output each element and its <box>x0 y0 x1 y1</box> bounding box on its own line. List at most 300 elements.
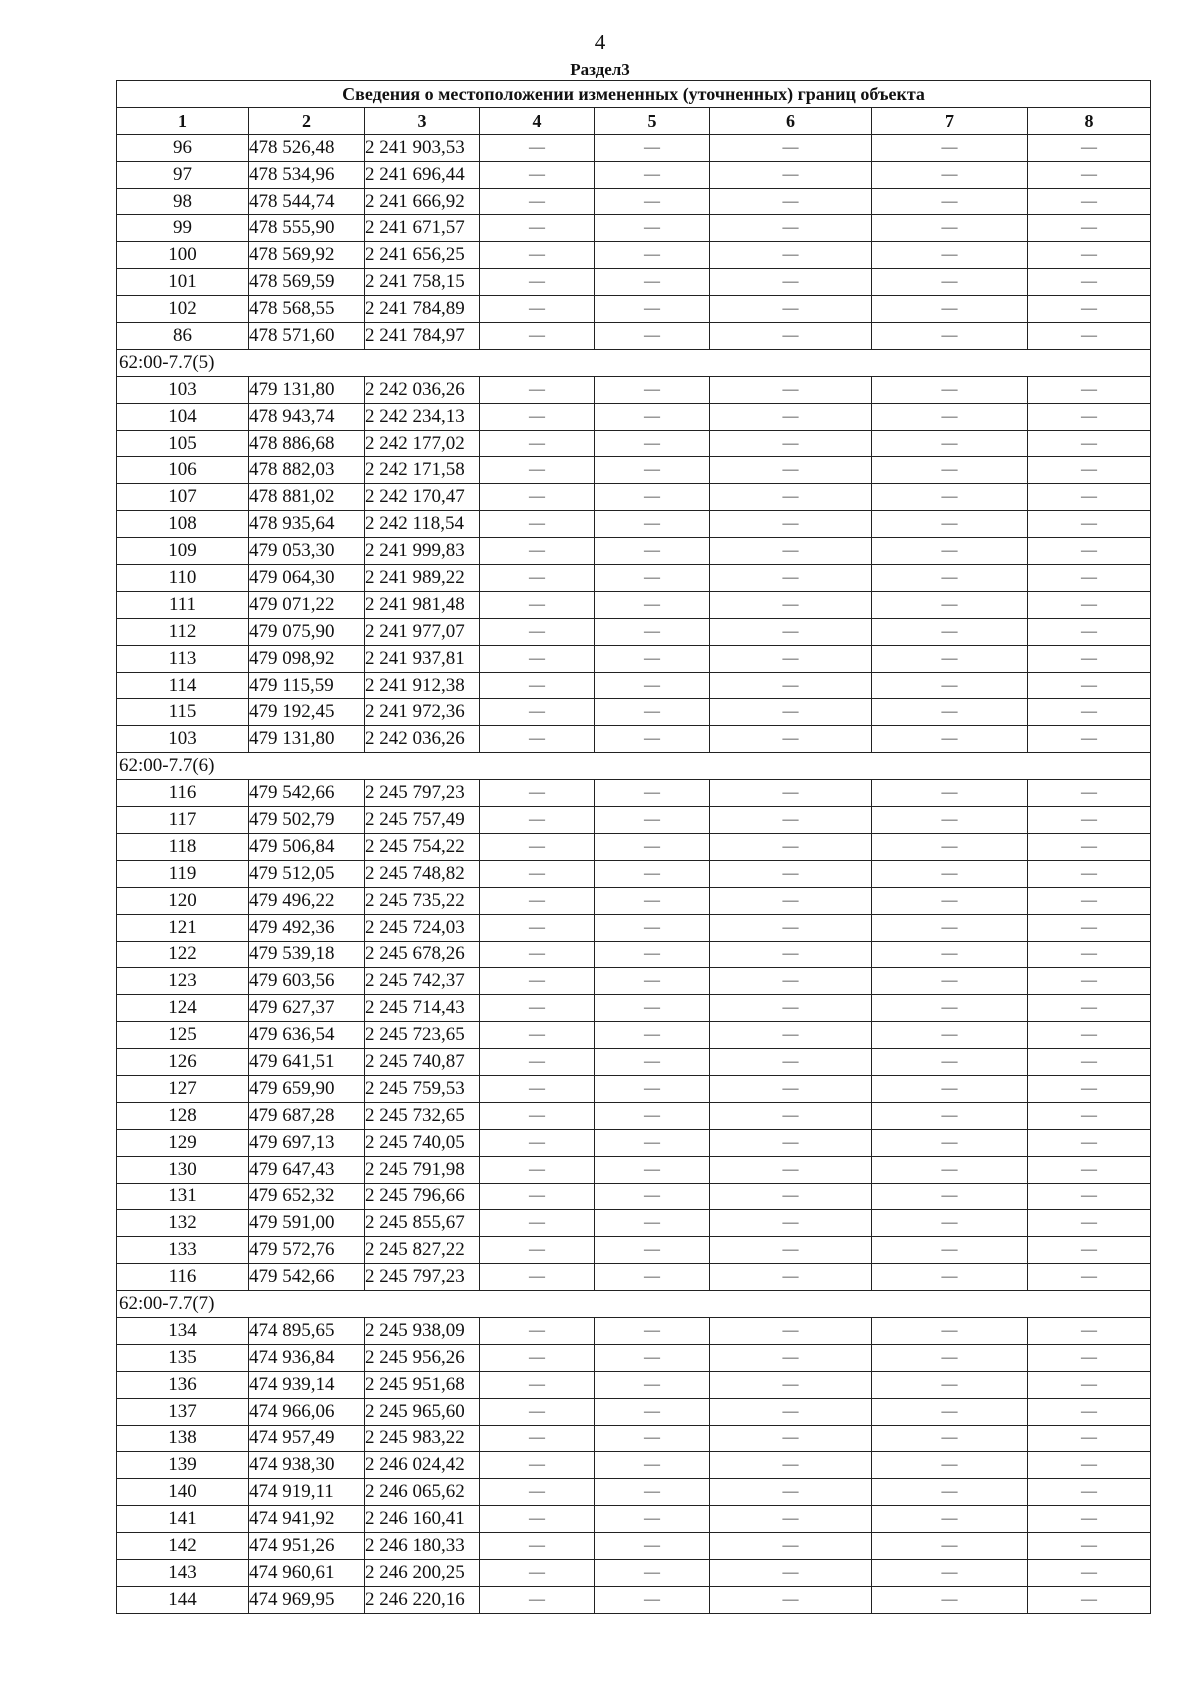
empty-value-cell: — <box>595 645 710 672</box>
empty-value-cell: — <box>1028 1425 1151 1452</box>
empty-value-cell: — <box>872 941 1028 968</box>
empty-value-cell: — <box>1028 1183 1151 1210</box>
empty-value-cell: — <box>1028 1586 1151 1613</box>
x-coordinate-cell: 479 502,79 <box>249 807 365 834</box>
empty-value-cell: — <box>595 968 710 995</box>
empty-value-cell: — <box>480 188 595 215</box>
empty-value-cell: — <box>1028 1237 1151 1264</box>
y-coordinate-cell: 2 245 791,98 <box>365 1156 480 1183</box>
empty-value-cell: — <box>595 833 710 860</box>
table-row <box>117 591 1151 618</box>
x-coordinate-cell: 479 064,30 <box>249 565 365 592</box>
empty-value-cell: — <box>1028 403 1151 430</box>
table-caption: Сведения о местоположении измененных (уточненных) границ объекта <box>117 81 1151 108</box>
table-row <box>117 215 1151 242</box>
empty-value-cell: — <box>710 269 872 296</box>
empty-value-cell: — <box>872 1533 1028 1560</box>
x-coordinate-cell: 478 935,64 <box>249 511 365 538</box>
empty-value-cell: — <box>595 538 710 565</box>
table-row <box>117 833 1151 860</box>
empty-value-cell: — <box>595 188 710 215</box>
empty-value-cell: — <box>710 1102 872 1129</box>
y-coordinate-cell: 2 241 903,53 <box>365 134 480 161</box>
group-row <box>117 753 1151 780</box>
y-coordinate-cell: 2 245 951,68 <box>365 1371 480 1398</box>
empty-value-cell: — <box>595 1237 710 1264</box>
table-row <box>117 376 1151 403</box>
y-coordinate-cell: 2 241 656,25 <box>365 242 480 269</box>
empty-value-cell: — <box>480 1317 595 1344</box>
x-coordinate-cell: 479 652,32 <box>249 1183 365 1210</box>
x-coordinate-cell: 479 539,18 <box>249 941 365 968</box>
y-coordinate-cell: 2 245 938,09 <box>365 1317 480 1344</box>
y-coordinate-cell: 2 245 796,66 <box>365 1183 480 1210</box>
x-coordinate-cell: 479 687,28 <box>249 1102 365 1129</box>
column-header: 8 <box>1028 107 1151 134</box>
x-coordinate-cell: 474 939,14 <box>249 1371 365 1398</box>
empty-value-cell: — <box>595 941 710 968</box>
empty-value-cell: — <box>480 699 595 726</box>
empty-value-cell: — <box>595 672 710 699</box>
table-row <box>117 511 1151 538</box>
point-number-cell: 97 <box>117 161 249 188</box>
x-coordinate-cell: 479 659,90 <box>249 1075 365 1102</box>
empty-value-cell: — <box>480 1264 595 1291</box>
table-row <box>117 699 1151 726</box>
empty-value-cell: — <box>480 1129 595 1156</box>
x-coordinate-cell: 474 969,95 <box>249 1586 365 1613</box>
y-coordinate-cell: 2 242 177,02 <box>365 430 480 457</box>
point-number-cell: 103 <box>117 376 249 403</box>
empty-value-cell: — <box>1028 914 1151 941</box>
x-coordinate-cell: 478 555,90 <box>249 215 365 242</box>
table-row <box>117 1559 1151 1586</box>
empty-value-cell: — <box>872 645 1028 672</box>
table-row <box>117 457 1151 484</box>
empty-value-cell: — <box>480 1371 595 1398</box>
x-coordinate-cell: 479 603,56 <box>249 968 365 995</box>
empty-value-cell: — <box>480 1075 595 1102</box>
table-row <box>117 403 1151 430</box>
point-number-cell: 114 <box>117 672 249 699</box>
empty-value-cell: — <box>710 1344 872 1371</box>
point-number-cell: 86 <box>117 323 249 350</box>
empty-value-cell: — <box>710 242 872 269</box>
empty-value-cell: — <box>1028 538 1151 565</box>
table-row <box>117 672 1151 699</box>
y-coordinate-cell: 2 245 797,23 <box>365 1264 480 1291</box>
empty-value-cell: — <box>710 618 872 645</box>
empty-value-cell: — <box>595 323 710 350</box>
point-number-cell: 101 <box>117 269 249 296</box>
empty-value-cell: — <box>872 538 1028 565</box>
x-coordinate-cell: 474 957,49 <box>249 1425 365 1452</box>
x-coordinate-cell: 479 071,22 <box>249 591 365 618</box>
empty-value-cell: — <box>480 1452 595 1479</box>
point-number-cell: 127 <box>117 1075 249 1102</box>
y-coordinate-cell: 2 246 065,62 <box>365 1479 480 1506</box>
empty-value-cell: — <box>710 565 872 592</box>
point-number-cell: 143 <box>117 1559 249 1586</box>
y-coordinate-cell: 2 245 754,22 <box>365 833 480 860</box>
empty-value-cell: — <box>595 296 710 323</box>
empty-value-cell: — <box>595 1264 710 1291</box>
empty-value-cell: — <box>480 1398 595 1425</box>
y-coordinate-cell: 2 241 784,97 <box>365 323 480 350</box>
empty-value-cell: — <box>595 1022 710 1049</box>
table-row <box>117 645 1151 672</box>
x-coordinate-cell: 474 951,26 <box>249 1533 365 1560</box>
x-coordinate-cell: 474 895,65 <box>249 1317 365 1344</box>
x-coordinate-cell: 478 881,02 <box>249 484 365 511</box>
y-coordinate-cell: 2 245 740,05 <box>365 1129 480 1156</box>
y-coordinate-cell: 2 241 981,48 <box>365 591 480 618</box>
empty-value-cell: — <box>872 672 1028 699</box>
empty-value-cell: — <box>480 457 595 484</box>
empty-value-cell: — <box>480 323 595 350</box>
empty-value-cell: — <box>595 1506 710 1533</box>
empty-value-cell: — <box>595 242 710 269</box>
table-row <box>117 1022 1151 1049</box>
empty-value-cell: — <box>480 403 595 430</box>
y-coordinate-cell: 2 245 759,53 <box>365 1075 480 1102</box>
empty-value-cell: — <box>1028 1022 1151 1049</box>
empty-value-cell: — <box>480 780 595 807</box>
empty-value-cell: — <box>595 565 710 592</box>
y-coordinate-cell: 2 245 678,26 <box>365 941 480 968</box>
table-row <box>117 1129 1151 1156</box>
x-coordinate-cell: 478 569,92 <box>249 242 365 269</box>
empty-value-cell: — <box>1028 645 1151 672</box>
empty-value-cell: — <box>872 1183 1028 1210</box>
x-coordinate-cell: 478 886,68 <box>249 430 365 457</box>
table-row <box>117 269 1151 296</box>
empty-value-cell: — <box>710 457 872 484</box>
column-header: 5 <box>595 107 710 134</box>
group-row <box>117 1291 1151 1318</box>
y-coordinate-cell: 2 242 036,26 <box>365 376 480 403</box>
y-coordinate-cell: 2 241 696,44 <box>365 161 480 188</box>
empty-value-cell: — <box>872 1506 1028 1533</box>
empty-value-cell: — <box>1028 995 1151 1022</box>
y-coordinate-cell: 2 245 724,03 <box>365 914 480 941</box>
empty-value-cell: — <box>710 1075 872 1102</box>
empty-value-cell: — <box>710 860 872 887</box>
x-coordinate-cell: 478 534,96 <box>249 161 365 188</box>
table-row <box>117 1506 1151 1533</box>
table-row <box>117 887 1151 914</box>
empty-value-cell: — <box>872 269 1028 296</box>
empty-value-cell: — <box>872 1129 1028 1156</box>
table-row <box>117 242 1151 269</box>
y-coordinate-cell: 2 241 666,92 <box>365 188 480 215</box>
x-coordinate-cell: 479 542,66 <box>249 1264 365 1291</box>
x-coordinate-cell: 479 697,13 <box>249 1129 365 1156</box>
empty-value-cell: — <box>595 860 710 887</box>
empty-value-cell: — <box>480 511 595 538</box>
y-coordinate-cell: 2 241 977,07 <box>365 618 480 645</box>
point-number-cell: 137 <box>117 1398 249 1425</box>
empty-value-cell: — <box>1028 1102 1151 1129</box>
x-coordinate-cell: 478 882,03 <box>249 457 365 484</box>
empty-value-cell: — <box>710 430 872 457</box>
empty-value-cell: — <box>710 887 872 914</box>
table-row <box>117 1425 1151 1452</box>
empty-value-cell: — <box>595 591 710 618</box>
empty-value-cell: — <box>710 161 872 188</box>
empty-value-cell: — <box>480 860 595 887</box>
table-row <box>117 726 1151 753</box>
empty-value-cell: — <box>1028 887 1151 914</box>
point-number-cell: 100 <box>117 242 249 269</box>
section-title: Раздел3 <box>570 60 630 79</box>
x-coordinate-cell: 479 131,80 <box>249 726 365 753</box>
empty-value-cell: — <box>710 1183 872 1210</box>
empty-value-cell: — <box>710 1398 872 1425</box>
empty-value-cell: — <box>710 833 872 860</box>
y-coordinate-cell: 2 241 912,38 <box>365 672 480 699</box>
point-number-cell: 133 <box>117 1237 249 1264</box>
point-number-cell: 136 <box>117 1371 249 1398</box>
empty-value-cell: — <box>1028 215 1151 242</box>
point-number-cell: 113 <box>117 645 249 672</box>
point-number-cell: 119 <box>117 860 249 887</box>
table-header-row <box>117 107 1151 134</box>
empty-value-cell: — <box>710 215 872 242</box>
empty-value-cell: — <box>872 1237 1028 1264</box>
table-row <box>117 1264 1151 1291</box>
y-coordinate-cell: 2 245 757,49 <box>365 807 480 834</box>
point-number-cell: 121 <box>117 914 249 941</box>
table-row <box>117 1398 1151 1425</box>
empty-value-cell: — <box>480 941 595 968</box>
empty-value-cell: — <box>1028 1075 1151 1102</box>
table-row <box>117 1533 1151 1560</box>
empty-value-cell: — <box>480 914 595 941</box>
point-number-cell: 108 <box>117 511 249 538</box>
empty-value-cell: — <box>710 403 872 430</box>
empty-value-cell: — <box>480 430 595 457</box>
empty-value-cell: — <box>480 161 595 188</box>
empty-value-cell: — <box>710 1425 872 1452</box>
empty-value-cell: — <box>595 376 710 403</box>
empty-value-cell: — <box>595 1371 710 1398</box>
empty-value-cell: — <box>872 1398 1028 1425</box>
table-row <box>117 1075 1151 1102</box>
y-coordinate-cell: 2 245 740,87 <box>365 1049 480 1076</box>
x-coordinate-cell: 474 966,06 <box>249 1398 365 1425</box>
empty-value-cell: — <box>480 1533 595 1560</box>
empty-value-cell: — <box>480 1479 595 1506</box>
empty-value-cell: — <box>872 1371 1028 1398</box>
empty-value-cell: — <box>872 1022 1028 1049</box>
point-number-cell: 107 <box>117 484 249 511</box>
table-body <box>117 134 1151 1613</box>
point-number-cell: 140 <box>117 1479 249 1506</box>
empty-value-cell: — <box>1028 1479 1151 1506</box>
empty-value-cell: — <box>710 1371 872 1398</box>
empty-value-cell: — <box>1028 269 1151 296</box>
x-coordinate-cell: 479 636,54 <box>249 1022 365 1049</box>
point-number-cell: 142 <box>117 1533 249 1560</box>
table-row <box>117 484 1151 511</box>
empty-value-cell: — <box>872 1156 1028 1183</box>
empty-value-cell: — <box>710 1317 872 1344</box>
empty-value-cell: — <box>872 1049 1028 1076</box>
empty-value-cell: — <box>710 1559 872 1586</box>
point-number-cell: 99 <box>117 215 249 242</box>
empty-value-cell: — <box>595 1559 710 1586</box>
y-coordinate-cell: 2 245 965,60 <box>365 1398 480 1425</box>
empty-value-cell: — <box>595 1183 710 1210</box>
table-row <box>117 134 1151 161</box>
empty-value-cell: — <box>1028 1559 1151 1586</box>
column-header: 7 <box>872 107 1028 134</box>
table-row <box>117 323 1151 350</box>
empty-value-cell: — <box>595 1344 710 1371</box>
empty-value-cell: — <box>710 699 872 726</box>
empty-value-cell: — <box>595 215 710 242</box>
column-header: 1 <box>117 107 249 134</box>
point-number-cell: 116 <box>117 780 249 807</box>
empty-value-cell: — <box>872 215 1028 242</box>
empty-value-cell: — <box>480 269 595 296</box>
empty-value-cell: — <box>872 780 1028 807</box>
table-row <box>117 565 1151 592</box>
empty-value-cell: — <box>595 1049 710 1076</box>
empty-value-cell: — <box>710 1237 872 1264</box>
point-number-cell: 134 <box>117 1317 249 1344</box>
empty-value-cell: — <box>480 1183 595 1210</box>
y-coordinate-cell: 2 242 170,47 <box>365 484 480 511</box>
x-coordinate-cell: 479 627,37 <box>249 995 365 1022</box>
empty-value-cell: — <box>595 1102 710 1129</box>
empty-value-cell: — <box>1028 376 1151 403</box>
empty-value-cell: — <box>710 914 872 941</box>
group-label: 62:00-7.7(7) <box>117 1291 1151 1318</box>
empty-value-cell: — <box>872 1452 1028 1479</box>
empty-value-cell: — <box>1028 968 1151 995</box>
empty-value-cell: — <box>1028 161 1151 188</box>
empty-value-cell: — <box>1028 1317 1151 1344</box>
empty-value-cell: — <box>1028 672 1151 699</box>
point-number-cell: 132 <box>117 1210 249 1237</box>
x-coordinate-cell: 479 506,84 <box>249 833 365 860</box>
empty-value-cell: — <box>710 1129 872 1156</box>
x-coordinate-cell: 479 591,00 <box>249 1210 365 1237</box>
empty-value-cell: — <box>595 1156 710 1183</box>
x-coordinate-cell: 479 512,05 <box>249 860 365 887</box>
point-number-cell: 118 <box>117 833 249 860</box>
empty-value-cell: — <box>710 538 872 565</box>
empty-value-cell: — <box>1028 1398 1151 1425</box>
point-number-cell: 109 <box>117 538 249 565</box>
x-coordinate-cell: 474 960,61 <box>249 1559 365 1586</box>
empty-value-cell: — <box>595 269 710 296</box>
empty-value-cell: — <box>595 726 710 753</box>
column-header: 2 <box>249 107 365 134</box>
x-coordinate-cell: 478 943,74 <box>249 403 365 430</box>
y-coordinate-cell: 2 245 742,37 <box>365 968 480 995</box>
x-coordinate-cell: 479 115,59 <box>249 672 365 699</box>
empty-value-cell: — <box>1028 780 1151 807</box>
empty-value-cell: — <box>595 161 710 188</box>
empty-value-cell: — <box>710 968 872 995</box>
empty-value-cell: — <box>1028 941 1151 968</box>
empty-value-cell: — <box>872 968 1028 995</box>
empty-value-cell: — <box>595 780 710 807</box>
empty-value-cell: — <box>1028 457 1151 484</box>
table-row <box>117 860 1151 887</box>
table-row <box>117 780 1151 807</box>
empty-value-cell: — <box>480 1586 595 1613</box>
empty-value-cell: — <box>480 645 595 672</box>
table-caption-row <box>117 81 1151 108</box>
point-number-cell: 110 <box>117 565 249 592</box>
point-number-cell: 104 <box>117 403 249 430</box>
point-number-cell: 115 <box>117 699 249 726</box>
point-number-cell: 125 <box>117 1022 249 1049</box>
table-row <box>117 1210 1151 1237</box>
empty-value-cell: — <box>595 403 710 430</box>
empty-value-cell: — <box>872 1102 1028 1129</box>
empty-value-cell: — <box>1028 565 1151 592</box>
empty-value-cell: — <box>872 1264 1028 1291</box>
empty-value-cell: — <box>710 591 872 618</box>
empty-value-cell: — <box>480 538 595 565</box>
y-coordinate-cell: 2 245 956,26 <box>365 1344 480 1371</box>
point-number-cell: 138 <box>117 1425 249 1452</box>
empty-value-cell: — <box>480 1156 595 1183</box>
empty-value-cell: — <box>1028 296 1151 323</box>
point-number-cell: 124 <box>117 995 249 1022</box>
empty-value-cell: — <box>872 484 1028 511</box>
table-row <box>117 618 1151 645</box>
empty-value-cell: — <box>710 672 872 699</box>
empty-value-cell: — <box>872 511 1028 538</box>
empty-value-cell: — <box>480 672 595 699</box>
y-coordinate-cell: 2 246 200,25 <box>365 1559 480 1586</box>
y-coordinate-cell: 2 241 671,57 <box>365 215 480 242</box>
y-coordinate-cell: 2 245 735,22 <box>365 887 480 914</box>
empty-value-cell: — <box>1028 1371 1151 1398</box>
empty-value-cell: — <box>480 1022 595 1049</box>
y-coordinate-cell: 2 241 937,81 <box>365 645 480 672</box>
empty-value-cell: — <box>480 1049 595 1076</box>
empty-value-cell: — <box>872 188 1028 215</box>
empty-value-cell: — <box>1028 1156 1151 1183</box>
point-number-cell: 98 <box>117 188 249 215</box>
empty-value-cell: — <box>872 860 1028 887</box>
y-coordinate-cell: 2 245 748,82 <box>365 860 480 887</box>
empty-value-cell: — <box>480 1237 595 1264</box>
group-row <box>117 349 1151 376</box>
empty-value-cell: — <box>872 403 1028 430</box>
empty-value-cell: — <box>595 1075 710 1102</box>
table-row <box>117 1479 1151 1506</box>
empty-value-cell: — <box>480 376 595 403</box>
table-row <box>117 1344 1151 1371</box>
empty-value-cell: — <box>595 1425 710 1452</box>
point-number-cell: 116 <box>117 1264 249 1291</box>
empty-value-cell: — <box>1028 1452 1151 1479</box>
empty-value-cell: — <box>872 807 1028 834</box>
empty-value-cell: — <box>710 188 872 215</box>
x-coordinate-cell: 479 131,80 <box>249 376 365 403</box>
page-number: 4 <box>594 30 606 54</box>
empty-value-cell: — <box>710 995 872 1022</box>
x-coordinate-cell: 479 492,36 <box>249 914 365 941</box>
